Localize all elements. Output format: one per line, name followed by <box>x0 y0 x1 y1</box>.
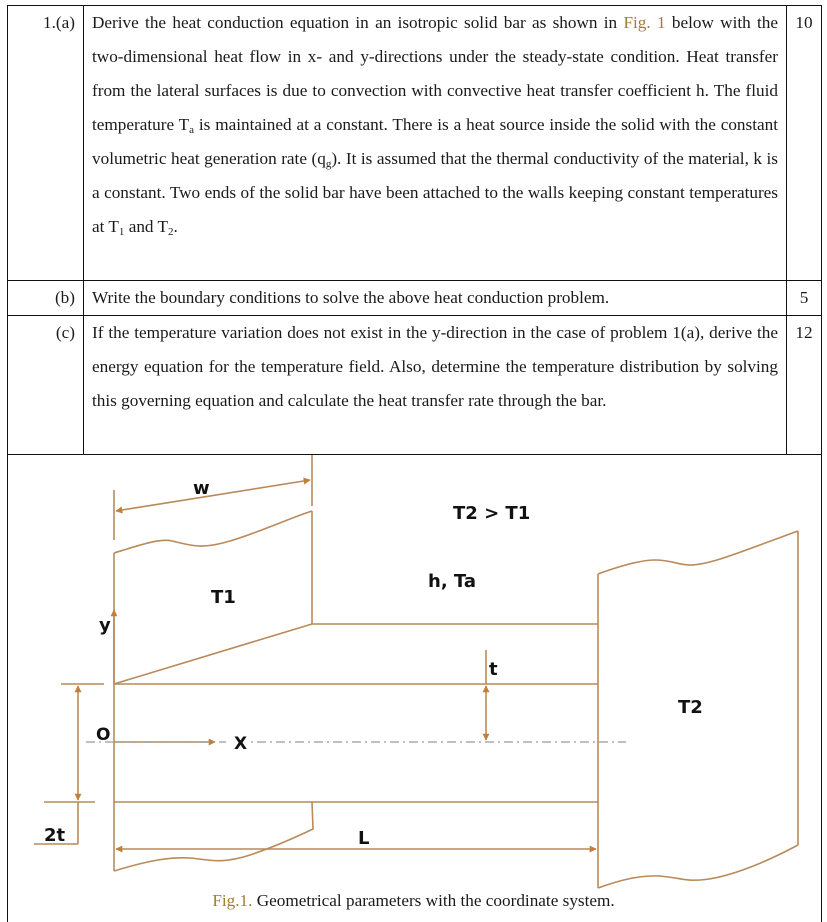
right-wall-top-break <box>598 531 798 574</box>
left-wall-top-break <box>114 511 312 553</box>
question-number: 1.(a) <box>8 6 84 281</box>
question-number: (c) <box>8 316 84 455</box>
left-wall-bottom-break <box>114 802 313 871</box>
figure-reference-link[interactable]: Fig. 1 <box>623 13 666 32</box>
temperature-relation-label: T2 > T1 <box>453 503 531 524</box>
question-marks: 12 <box>787 316 822 455</box>
figure-caption-number: Fig.1. <box>212 891 253 910</box>
right-wall-bottom-break <box>598 845 798 888</box>
t1-label: T1 <box>211 587 236 608</box>
bar-top-depth-edge <box>114 624 312 684</box>
question-marks: 10 <box>787 6 822 281</box>
figure-caption-text: Geometrical parameters with the coordinate system. <box>252 891 615 910</box>
2t-label: 2t <box>44 825 66 846</box>
convection-label: h, Ta <box>428 571 477 592</box>
length-label: L <box>358 828 370 849</box>
origin-label: O <box>96 725 111 745</box>
w-dimension-arrow <box>116 480 310 511</box>
question-number: (b) <box>8 281 84 316</box>
figure-caption <box>0 891 827 911</box>
y-axis-label: y <box>99 615 111 636</box>
question-text: Derive the heat conduction equation in an isotropic solid bar as shown in Fig. 1 below with the two-dimensional heat flow in x- and y-directions under the steady-state condition. Heat transfer from the lateral surfaces is due to convection with convective heat transfer coefficient h. The fluid temperature $T_a$ is maintained at a constant. There is a heat source inside the solid with the constant volumetric heat generation rate $(q_g)$. It is assumed that the thermal conductivity of the material, k is a constant. Two ends of the solid bar have been attached to the walls keeping constant temperatures at $T_1$ and $T_2$. <box>84 6 787 281</box>
question-text: If the temperature variation does not exist in the y-direction in the case of problem 1(a), derive the energy equation for the temperature field. Also, determine the temperature distribution by solving this governing equation and calculate the heat transfer rate through the bar. <box>84 316 787 455</box>
question-text: Write the boundary conditions to solve the above heat conduction problem. <box>84 281 787 316</box>
question-marks: 5 <box>787 281 822 316</box>
t-label: t <box>489 659 498 680</box>
t2-label: T2 <box>678 697 703 718</box>
w-label: w <box>193 478 210 499</box>
x-axis-label: X <box>234 734 248 754</box>
